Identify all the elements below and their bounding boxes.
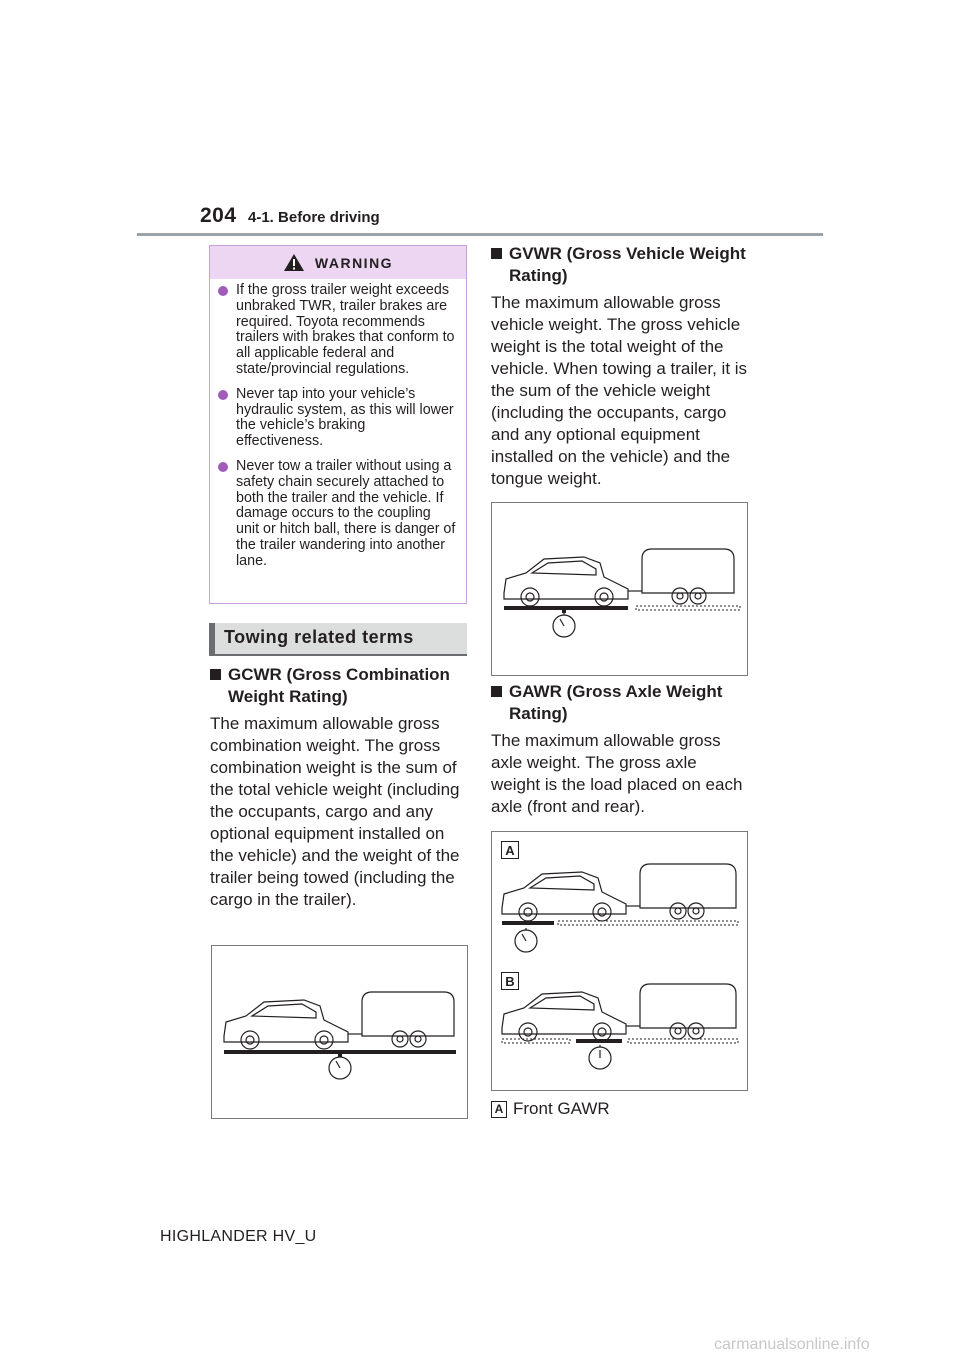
section-header: 4-1. Before driving	[248, 209, 380, 226]
gawr-body: The maximum allowable gross axle weight. The gross axle weight is the load placed on each axle (front and rear).	[491, 731, 743, 816]
gvwr-figure	[491, 502, 748, 676]
gcwr-body: The maximum allowable gross combination weight. The gross combination weight is the sum of the total vehicle weight (including the occupants, cargo and any optional equipment installed on the vehicle) and the weight of the trailer being towed (including the cargo in the trailer).	[210, 714, 460, 909]
square-bullet-icon	[491, 686, 502, 697]
square-bullet-icon	[210, 669, 221, 680]
footer-model: HIGHLANDER HV_U	[160, 1228, 317, 1245]
header-rule	[137, 233, 823, 236]
caption-label: A	[491, 1101, 507, 1118]
gcwr-figure	[211, 945, 468, 1119]
bullet-icon	[218, 462, 228, 472]
square-bullet-icon	[491, 248, 502, 259]
bullet-icon	[218, 286, 228, 296]
gawr-title: GAWR (Gross Axle Weight Rating)	[491, 681, 767, 725]
axle-weight-illustration	[492, 832, 749, 1092]
car-trailer-scale-illustration	[492, 503, 749, 677]
warning-item: Never tow a trailer without using a safety chain securely attached to both the trailer and the vehicle. If damage occurs to the coupling unit or hitch ball, there is danger of the trailer wandering into another lane.	[218, 459, 456, 570]
gawr-figure	[491, 831, 748, 1091]
section-heading: Towing related terms	[209, 623, 467, 656]
gcwr-title: GCWR (Gross Combination Weight Rating)	[210, 664, 486, 708]
gvwr-body: The maximum allowable gross vehicle weight. The gross vehicle weight is the total weight of the vehicle. When towing a trailer, it is the sum of the vehicle weight (including the occupants, cargo and any optional equipment installed on the vehicle) and the tongue weight.	[491, 293, 748, 488]
warning-item: If the gross trailer weight exceeds unbraked TWR, trailer brakes are required. Toyota recommends trailers with brakes that conform to all applicable federal and state/provincial regulations.	[218, 283, 456, 378]
caption-text: Front GAWR	[513, 1099, 610, 1118]
label-a: A	[501, 841, 519, 859]
label-b: B	[501, 972, 519, 990]
figure-caption	[491, 1099, 610, 1119]
warning-title: WARNING	[314, 254, 394, 271]
warning-item: Never tap into your vehicle’s hydraulic system, as this will lower the vehicle’s braking effectiveness.	[218, 387, 456, 450]
page-number: 204	[200, 204, 237, 227]
warning-header	[210, 246, 466, 279]
gvwr-title: GVWR (Gross Vehicle Weight Rating)	[491, 243, 767, 287]
car-trailer-scale-illustration	[212, 946, 469, 1120]
warning-box	[209, 245, 467, 604]
watermark: carmanualsonline.info	[714, 1336, 870, 1353]
bullet-icon	[218, 390, 228, 400]
warning-triangle-icon	[283, 253, 305, 272]
